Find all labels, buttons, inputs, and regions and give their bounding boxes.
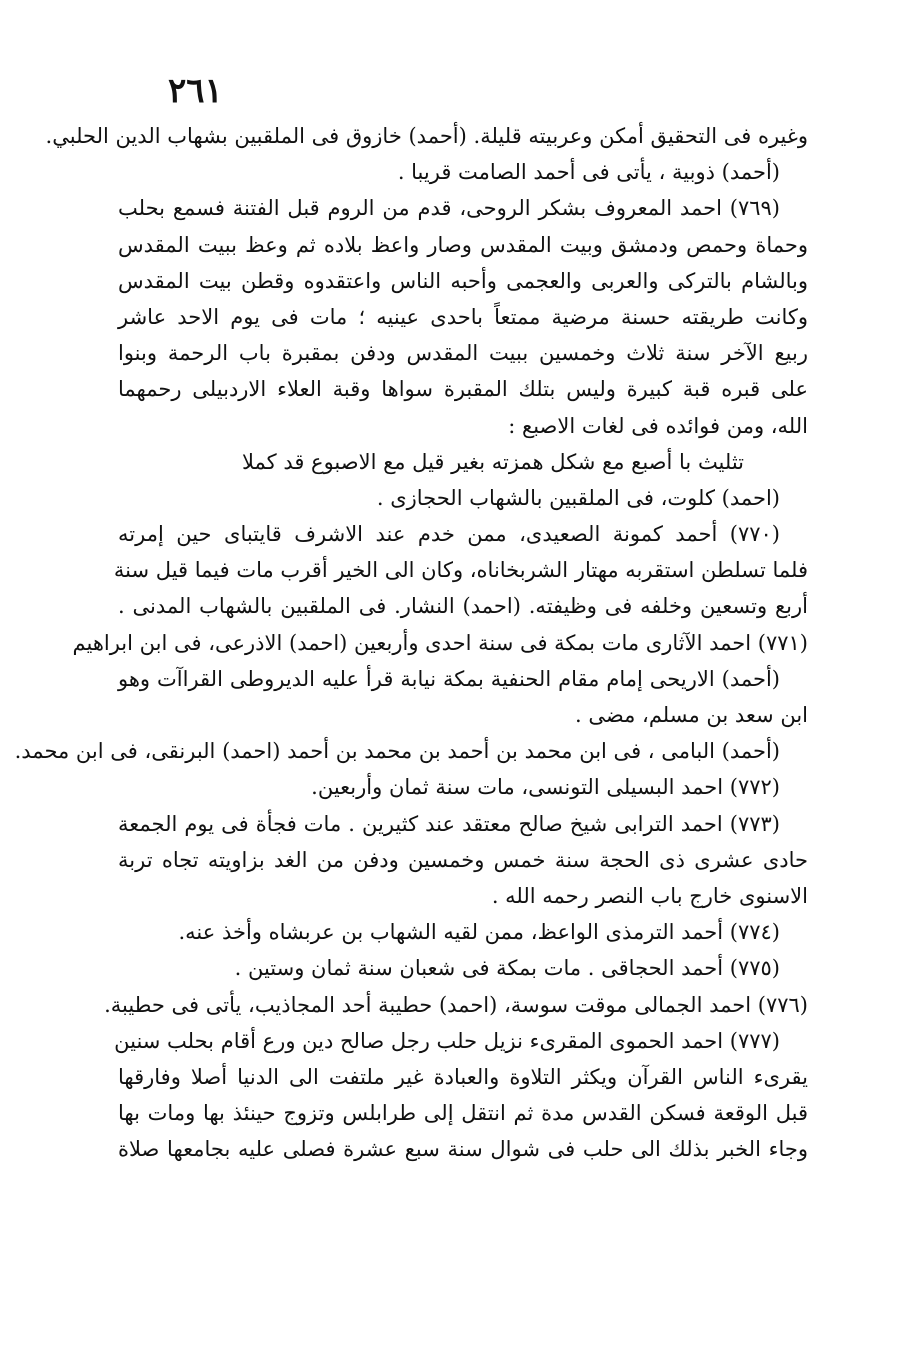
text-line: تثليث با أصبع مع شكل همزته بغير قيل مع الاصبوع قد كملا: [241, 449, 745, 474]
text-line: (٧٧٠) أحمد كمونة الصعيدى، ممن خدم عند الاشرف قايتباى حين إمرته: [118, 522, 780, 547]
page-number: ٢٦١: [168, 71, 223, 111]
text-line: ابن سعد بن مسلم، مضى .: [575, 703, 808, 727]
text-line: وبالشام بالتركى والعربى والعجمى وأحبه الناس واعتقدوه وقطن بيت المقدس: [118, 268, 808, 293]
text-line: فلما تسلطن استقربه مهتار الشربخاناه، وكان الى الخير أقرب مات فيما قيل سنة: [113, 558, 808, 583]
text-line: (٧٧٦) احمد الجمالى موقت سوسة، (احمد) حطيبة أحد المجاذيب، يأتى فى حطيبة.: [104, 992, 808, 1017]
text-line: وجاء الخبر بذلك الى حلب فى شوال سنة سبع عشرة فصلى عليه بجامعها صلاة: [118, 1137, 808, 1162]
text-line: (٧٧٥) أحمد الحجاقى . مات بمكة فى شعبان سنة ثمان وستين .: [234, 956, 780, 981]
text-line: يقرىء الناس القرآن ويكثر التلاوة والعبادة غير ملتفت الى الدنيا أصلا وفارقها: [118, 1064, 808, 1089]
text-line: حادى عشرى ذى الحجة سنة خمس وخمسين ودفن من الغد بزاويته تجاه تربة: [118, 847, 808, 872]
text-line: (أحمد) الاريحى إمام مقام الحنفية بمكة نيابة قرأ عليه الديروطى القراآت وهو: [118, 666, 780, 691]
text-line: الاسنوى خارج باب النصر رحمه الله .: [491, 883, 808, 908]
text-line: (٧٧٢) احمد البسيلى التونسى، مات سنة ثمان وأربعين.: [311, 775, 780, 800]
text-line: وكانت طريقته حسنة مرضية ممتعاً باحدى عينيه ؛ مات فى يوم الاحد عاشر: [118, 304, 808, 329]
text-line: وغيره فى التحقيق أمكن وعربيته قليلة. (أحمد) خازوق فى الملقبين بشهاب الدين الحلبي.: [45, 124, 808, 148]
text-line: (احمد) كلوت، فى الملقبين بالشهاب الحجازى .: [376, 485, 780, 510]
text-line: الله، ومن فوائده فى لغات الاصبع :: [508, 413, 808, 438]
text-line: (٧٧٧) احمد الحموى المقرىء نزيل حلب رجل صالح دين ورع أقام بحلب سنين: [114, 1028, 780, 1053]
body-text: [14, 118, 808, 1167]
text-line: (أحمد) البامى ، فى ابن محمد بن أحمد بن محمد بن أحمد (احمد) البرنقى، فى ابن محمد.: [14, 739, 780, 764]
text-line: (٧٧٣) احمد الترابى شيخ صالح معتقد عند كثيرين . مات فجأة فى يوم الجمعة: [118, 811, 780, 836]
text-line: (٧٧٤) أحمد الترمذى الواعظ، ممن لقيه الشهاب بن عربشاه وأخذ عنه.: [178, 920, 780, 945]
text-line: قبل الوقعة فسكن القدس مدة ثم انتقل إلى طرابلس وتزوج حينئذ بها ومات بها: [118, 1101, 808, 1126]
text-line: (٧٧١) احمد الآثارى مات بمكة فى سنة احدى وأربعين (احمد) الاذرعى، فى ابن ابراهيم: [72, 630, 808, 655]
text-line: على قبره قبة كبيرة وليس بتلك المقبرة سواها وقبة العلاء الاردبيلى رحمهما: [118, 377, 808, 402]
text-line: ربيع الآخر سنة ثلاث وخمسين ببيت المقدس ودفن بمقبرة باب الرحمة وبنوا: [118, 341, 808, 366]
text-line: وحماة وحمص ودمشق وبيت المقدس وصار واعظ بلاده ثم وعظ ببيت المقدس: [118, 232, 808, 257]
text-line: أربع وتسعين وخلفه فى وظيفته. (احمد) النشار. فى الملقبين بالشهاب المدنى .: [118, 594, 808, 619]
text-line: (أحمد) ذوبية ، يأتى فى أحمد الصامت قريبا .: [397, 160, 780, 185]
text-line: (٧٦٩) احمد المعروف بشكر الروحى، قدم من الروم قبل الفتنة فسمع بحلب: [118, 196, 780, 221]
